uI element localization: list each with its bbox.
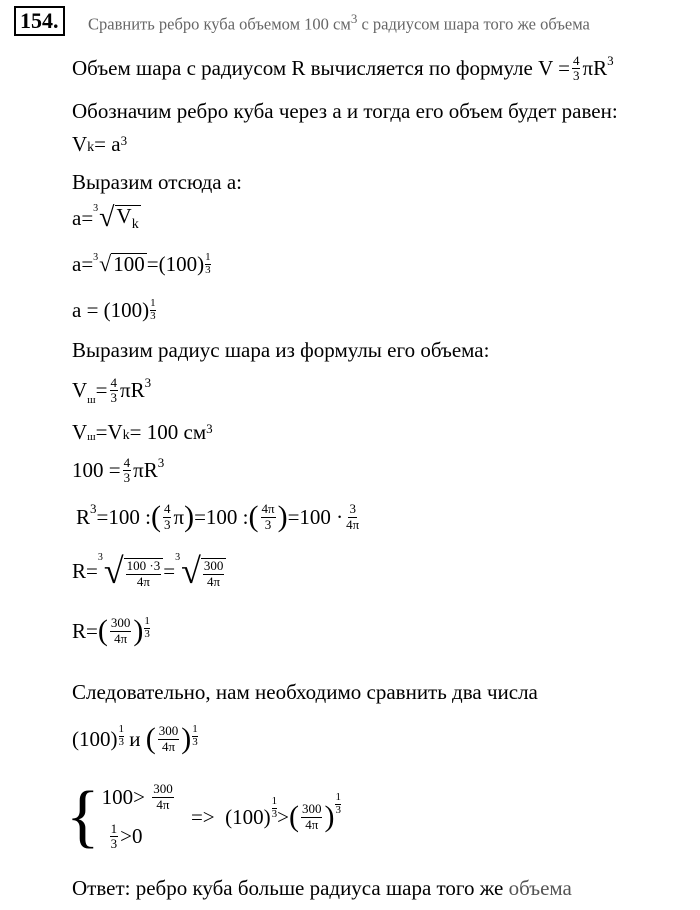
num: 1 — [271, 795, 278, 807]
den: 3 — [205, 263, 211, 276]
cube-root — [93, 204, 141, 232]
text: πR — [582, 56, 608, 81]
exponent — [335, 792, 341, 816]
num: 1 — [144, 615, 150, 627]
den: 3 — [572, 68, 580, 84]
radicand: 100 — [113, 252, 145, 277]
fraction — [261, 502, 276, 532]
den: 3 — [192, 735, 198, 748]
answer-line — [72, 878, 572, 899]
formula-r-root — [72, 553, 226, 589]
formula-a-100 — [72, 252, 211, 276]
exponent — [150, 298, 156, 322]
text: V — [72, 378, 88, 403]
formula-vsh — [72, 376, 151, 406]
paren: ) — [324, 800, 335, 833]
radical-sign: √ — [99, 202, 115, 233]
title-rest: с радиусом шара того же объема — [357, 14, 590, 34]
text: и — [124, 726, 146, 751]
sup: 3 — [607, 53, 614, 68]
line-express-a: Выразим отсюда a: — [72, 170, 243, 194]
fraction — [123, 456, 132, 486]
num: 4 — [110, 375, 117, 390]
num: 1 — [205, 251, 211, 263]
sub: k — [87, 140, 95, 155]
problem-number: 154. — [14, 6, 65, 36]
text: V — [116, 203, 132, 228]
paren: ) — [181, 722, 192, 755]
system-lines — [102, 782, 176, 851]
text: V — [72, 420, 88, 444]
text: =(100) — [146, 251, 205, 276]
text: = — [163, 558, 176, 583]
text: πR — [133, 458, 158, 483]
fraction — [572, 54, 581, 84]
den: 3 — [123, 470, 131, 486]
den: 3 — [264, 516, 272, 532]
sup: 3 — [157, 455, 165, 470]
text: 100> — [101, 784, 151, 809]
den: 4π — [114, 630, 128, 646]
formula-system — [66, 778, 341, 855]
exponent — [192, 724, 198, 748]
den: 3 — [163, 516, 171, 532]
num: 4 — [163, 501, 171, 517]
fraction — [110, 616, 132, 646]
formula-compare — [72, 724, 198, 754]
fraction — [301, 802, 323, 832]
text: = a — [94, 132, 121, 156]
den: 3 — [271, 807, 278, 820]
num: 4π — [261, 501, 275, 517]
num: 300 — [153, 781, 173, 797]
num: 1 — [192, 723, 198, 735]
text: a = (100) — [72, 297, 150, 322]
brace: { — [66, 778, 100, 855]
text: a= — [72, 251, 94, 276]
answer-text: Ответ: ребро куба больше радиуса шара того же — [72, 876, 509, 900]
sub: ш — [87, 431, 96, 443]
fraction — [110, 376, 119, 406]
text: (100) — [72, 726, 118, 751]
radicand — [115, 205, 141, 232]
text: = — [95, 378, 108, 403]
sub: ш — [87, 393, 96, 406]
den: 4π — [305, 816, 319, 832]
paren: ) — [184, 500, 195, 533]
num: 4 — [123, 455, 131, 470]
num: 1 — [150, 297, 156, 309]
fraction — [163, 502, 172, 532]
root-index: 3 — [93, 203, 99, 214]
paren: ( — [288, 800, 299, 833]
system-line-1 — [102, 782, 176, 812]
system-line-2 — [108, 822, 176, 852]
num: 100 ·3 — [126, 558, 161, 574]
text: =100 : — [96, 504, 151, 529]
text: π — [173, 504, 185, 529]
sup: 3 — [90, 501, 97, 516]
text: V — [72, 132, 88, 156]
exponent — [205, 252, 211, 276]
text: >0 — [120, 824, 143, 849]
text: R — [76, 504, 91, 529]
fraction — [110, 822, 119, 852]
den: 3 — [110, 836, 118, 852]
text: > — [277, 804, 289, 829]
formula-a-power — [72, 298, 156, 322]
num: 300 — [203, 558, 224, 574]
den: 4π — [207, 573, 221, 589]
text: a= — [72, 205, 94, 230]
paren: ( — [145, 722, 156, 755]
answer-tail: объема — [508, 876, 572, 900]
line-cube-edge: Обозначим ребро куба через a и тогда его объем будет равен: — [72, 99, 618, 123]
cube-root — [175, 553, 226, 589]
formula-r-cubed — [76, 502, 362, 532]
text: Объем шара с радиусом R вычисляется по формуле V = — [72, 56, 570, 81]
den: 3 — [144, 627, 150, 640]
radical-sign: √ — [103, 551, 124, 591]
text: R= — [72, 618, 98, 643]
sub: k — [131, 217, 139, 232]
paren: ( — [97, 614, 108, 647]
den: 4π — [136, 573, 150, 589]
formula-vsh-vk — [72, 422, 213, 443]
cube-root — [98, 553, 163, 589]
fraction — [158, 724, 180, 754]
radical-sign: √ — [181, 551, 201, 591]
den: 3 — [118, 735, 124, 748]
line-sphere-formula — [72, 54, 614, 84]
text: = 100 см — [129, 420, 207, 444]
den: 4π — [161, 738, 176, 754]
text: R= — [72, 558, 98, 583]
den: 4π — [156, 796, 170, 812]
den: 4π — [346, 516, 360, 532]
root-index: 3 — [93, 252, 99, 264]
num: 1 — [110, 821, 118, 836]
num: 4 — [572, 53, 580, 68]
sub: k — [122, 428, 130, 443]
paren: ( — [150, 500, 161, 533]
paren: ) — [133, 614, 144, 647]
text: 100 = — [72, 458, 121, 483]
fraction — [124, 558, 164, 589]
title-text: Сравнить ребро куба объемом 100 см — [88, 14, 351, 34]
num: 3 — [349, 501, 356, 517]
sup: 3 — [206, 421, 213, 436]
sup: 3 — [120, 133, 128, 148]
den: 3 — [150, 309, 156, 322]
num: 300 — [158, 723, 179, 739]
text: => — [185, 804, 226, 829]
formula-r-power — [72, 616, 150, 646]
text: =100 · — [287, 504, 344, 529]
num: 300 — [110, 615, 131, 631]
problem-statement — [88, 12, 590, 35]
root-index: 3 — [97, 552, 103, 563]
num: 300 — [301, 801, 322, 817]
line-express-radius: Выразим радиус шара из формулы его объема: — [72, 338, 490, 362]
fraction — [345, 502, 360, 532]
num: 1 — [335, 791, 341, 803]
text: V — [107, 420, 123, 444]
fraction — [152, 782, 174, 812]
sup: 3 — [144, 375, 152, 390]
root-index: 3 — [175, 552, 181, 563]
line-therefore: Следовательно, нам необходимо сравнить два числа — [72, 680, 538, 704]
formula-a-root — [72, 204, 141, 232]
num: 1 — [118, 723, 124, 735]
text: πR — [120, 378, 145, 403]
paren: ( — [248, 500, 259, 533]
den: 3 — [110, 390, 117, 406]
paren: ) — [277, 500, 288, 533]
formula-100 — [72, 456, 164, 486]
exponent — [144, 616, 150, 640]
cube-root — [93, 253, 147, 275]
text: (100) — [225, 804, 271, 829]
formula-vk — [72, 134, 127, 155]
radical-sign: √ — [99, 251, 112, 277]
fraction — [201, 558, 227, 589]
den: 3 — [335, 803, 341, 816]
text: =100 : — [194, 504, 249, 529]
title-sup: 3 — [350, 11, 358, 26]
text: = — [95, 420, 108, 444]
